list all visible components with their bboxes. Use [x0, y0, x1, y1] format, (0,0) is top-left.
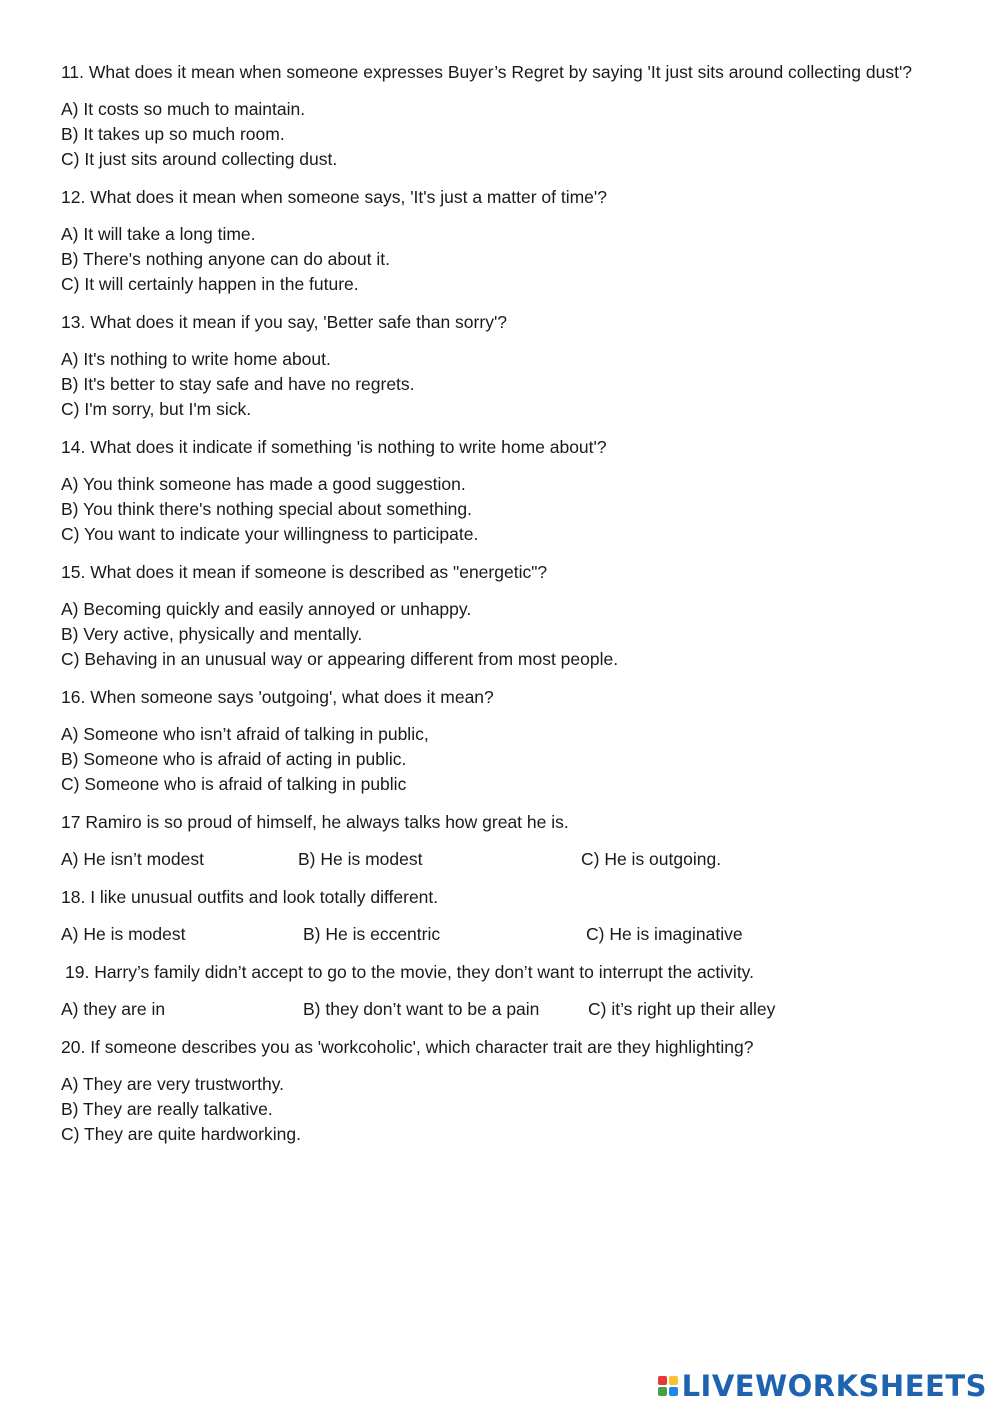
options-17: [61, 847, 921, 872]
option-19-b: B) they don’t want to be a pain: [303, 999, 540, 1019]
option-11-a: A) It costs so much to maintain.: [61, 99, 306, 119]
question-12: 12. What does it mean when someone says, 'It's just a matter of time'?: [61, 187, 607, 207]
option-16-b: B) Someone who is afraid of acting in public.: [61, 749, 407, 769]
question-19: 19. Harry’s family didn’t accept to go to the movie, they don’t want to interrupt the activity.: [65, 962, 754, 982]
options-18: [61, 922, 921, 947]
logo-block-2: [669, 1376, 678, 1385]
option-15-b: B) Very active, physically and mentally.: [61, 624, 363, 644]
options-14: [61, 472, 921, 547]
question-15: 15. What does it mean if someone is described as "energetic"?: [61, 562, 548, 582]
option-11-b: B) It takes up so much room.: [61, 124, 285, 144]
option-13-c: C) I'm sorry, but I'm sick.: [61, 399, 252, 419]
option-14-a: A) You think someone has made a good suggestion.: [61, 474, 466, 494]
options-16: [61, 722, 921, 797]
question-14: 14. What does it indicate if something 'is nothing to write home about'?: [61, 437, 607, 457]
option-17-c: C) He is outgoing.: [581, 849, 722, 869]
option-15-c: C) Behaving in an unusual way or appearing different from most people.: [61, 649, 619, 669]
question-17: 17 Ramiro is so proud of himself, he always talks how great he is.: [61, 812, 569, 832]
options-11: [61, 97, 921, 172]
option-20-c: C) They are quite hardworking.: [61, 1124, 301, 1144]
question-16: 16. When someone says 'outgoing', what does it mean?: [61, 687, 494, 707]
option-12-c: C) It will certainly happen in the future.: [61, 274, 359, 294]
option-14-c: C) You want to indicate your willingness to participate.: [61, 524, 479, 544]
question-13: 13. What does it mean if you say, 'Better safe than sorry'?: [61, 312, 508, 332]
option-14-b: B) You think there's nothing special about something.: [61, 499, 472, 519]
options-12: [61, 222, 921, 297]
worksheet-page: [61, 60, 921, 1160]
options-19: [61, 997, 921, 1022]
option-13-b: B) It's better to stay safe and have no regrets.: [61, 374, 415, 394]
options-20: [61, 1072, 921, 1147]
liveworksheets-logo: [658, 1369, 987, 1403]
option-18-b: B) He is eccentric: [303, 924, 441, 944]
option-20-b: B) They are really talkative.: [61, 1099, 273, 1119]
option-19-c: C) it’s right up their alley: [588, 999, 776, 1019]
logo-blocks-icon: [658, 1376, 678, 1396]
question-11: 11. What does it mean when someone expresses Buyer’s Regret by saying 'It just sits around collecting dust'?: [61, 62, 913, 82]
question-18: 18. I like unusual outfits and look totally different.: [61, 887, 439, 907]
option-16-c: C) Someone who is afraid of talking in public: [61, 774, 407, 794]
option-18-c: C) He is imaginative: [586, 924, 743, 944]
options-15: [61, 597, 921, 672]
option-15-a: A) Becoming quickly and easily annoyed or unhappy.: [61, 599, 472, 619]
option-12-a: A) It will take a long time.: [61, 224, 256, 244]
option-11-c: C) It just sits around collecting dust.: [61, 149, 338, 169]
logo-block-1: [658, 1376, 667, 1385]
option-17-a: A) He isn’t modest: [61, 849, 204, 869]
option-20-a: A) They are very trustworthy.: [61, 1074, 285, 1094]
option-16-a: A) Someone who isn’t afraid of talking in public,: [61, 724, 429, 744]
logo-text: LIVEWORKSHEETS: [681, 1369, 987, 1403]
logo-block-4: [669, 1387, 678, 1396]
option-13-a: A) It's nothing to write home about.: [61, 349, 331, 369]
options-13: [61, 347, 921, 422]
option-17-b: B) He is modest: [298, 849, 423, 869]
option-19-a: A) they are in: [61, 999, 166, 1019]
option-12-b: B) There's nothing anyone can do about it.: [61, 249, 390, 269]
logo-block-3: [658, 1387, 667, 1396]
question-20: 20. If someone describes you as 'workcoholic', which character trait are they highlighting?: [61, 1037, 754, 1057]
option-18-a: A) He is modest: [61, 924, 186, 944]
